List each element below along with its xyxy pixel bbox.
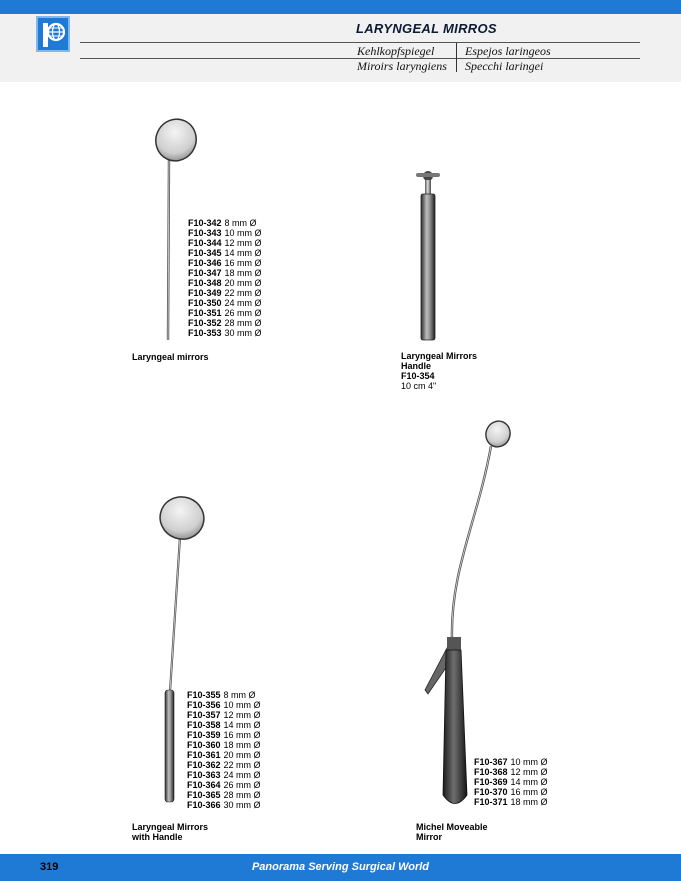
product-size: 22 mm Ø — [223, 760, 261, 770]
spec-row — [188, 278, 262, 288]
product-size: 16 mm Ø — [510, 787, 548, 797]
product-size: 26 mm Ø — [224, 308, 262, 318]
spec-row — [187, 720, 261, 730]
page-title: LARYNGEAL MIRROS — [356, 21, 497, 36]
spec-row — [187, 690, 261, 700]
product-size: 12 mm Ø — [510, 767, 548, 777]
product-size: 14 mm Ø — [223, 720, 261, 730]
product-code: F10-363 — [187, 770, 221, 780]
product-size: 14 mm Ø — [510, 777, 548, 787]
product-size: 24 mm Ø — [224, 298, 262, 308]
spec-row — [474, 777, 548, 787]
product-code: F10-352 — [188, 318, 222, 328]
caption-laryngeal-mirrors — [132, 352, 209, 362]
product-size: 10 cm 4" — [401, 381, 437, 391]
product-code: F10-371 — [474, 797, 508, 807]
spec-row — [188, 258, 262, 268]
product-size: 8 mm Ø — [223, 690, 256, 700]
product-code: F10-367 — [474, 757, 508, 767]
spec-row — [188, 228, 262, 238]
product-code: F10-370 — [474, 787, 508, 797]
spec-row — [187, 730, 261, 740]
product-code: F10-366 — [187, 800, 221, 810]
product-code: F10-364 — [187, 780, 221, 790]
product-code: F10-342 — [188, 218, 222, 228]
caption-title: Michel Moveable — [416, 822, 488, 832]
mirror-handle-illustration — [416, 171, 440, 340]
product-size: 24 mm Ø — [223, 770, 261, 780]
spec-row — [187, 790, 261, 800]
product-code: F10-345 — [188, 248, 222, 258]
spec-row — [188, 268, 262, 278]
spec-row — [188, 238, 262, 248]
caption-subtitle: with Handle — [132, 832, 183, 842]
caption-subtitle: Handle — [401, 361, 432, 371]
spec-row — [188, 288, 262, 298]
product-code: F10-343 — [188, 228, 222, 238]
product-size: 12 mm Ø — [223, 710, 261, 720]
laryngeal-mirrors-spec-list — [188, 218, 262, 338]
product-code: F10-346 — [188, 258, 222, 268]
product-code: F10-356 — [187, 700, 221, 710]
caption-title: Laryngeal Mirrors — [132, 822, 209, 832]
product-code: F10-361 — [187, 750, 221, 760]
subtitle-italian: Specchi laringei — [465, 59, 544, 73]
caption-mirrors-with-handle — [132, 822, 208, 842]
product-code: F10-359 — [187, 730, 221, 740]
product-size: 10 mm Ø — [224, 228, 262, 238]
caption-subtitle: Mirror — [416, 832, 443, 842]
spec-row — [188, 218, 262, 228]
spec-row — [474, 767, 548, 777]
spec-row — [187, 760, 261, 770]
product-code: F10-362 — [187, 760, 221, 770]
product-code: F10-354 — [401, 371, 435, 381]
product-size: 10 mm Ø — [510, 757, 548, 767]
product-size: 30 mm Ø — [224, 328, 262, 338]
product-size: 20 mm Ø — [224, 278, 262, 288]
product-code: F10-355 — [187, 690, 221, 700]
product-code: F10-369 — [474, 777, 508, 787]
spec-row — [187, 770, 261, 780]
product-size: 18 mm Ø — [224, 268, 262, 278]
spec-row — [188, 318, 262, 328]
product-size: 28 mm Ø — [223, 790, 261, 800]
product-size: 10 mm Ø — [223, 700, 261, 710]
spec-row — [474, 797, 548, 807]
spec-row — [187, 710, 261, 720]
spec-row — [188, 308, 262, 318]
spec-row — [188, 248, 262, 258]
product-size: 18 mm Ø — [510, 797, 548, 807]
footer-tagline: Panorama Serving Surgical World — [251, 861, 430, 873]
spec-row — [474, 757, 548, 767]
product-code: F10-360 — [187, 740, 221, 750]
product-size: 8 mm Ø — [224, 218, 257, 228]
caption-michel-mirror — [416, 822, 488, 842]
page-number: 319 — [40, 861, 59, 873]
subtitle-german: Kehlkopfspiegel — [357, 44, 435, 58]
spec-row — [187, 780, 261, 790]
caption-title: Laryngeal mirrors — [132, 352, 209, 362]
product-size: 16 mm Ø — [223, 730, 261, 740]
product-size: 16 mm Ø — [224, 258, 262, 268]
product-code: F10-353 — [188, 328, 222, 338]
product-size: 26 mm Ø — [223, 780, 261, 790]
product-code: F10-348 — [188, 278, 222, 288]
spec-row — [188, 298, 262, 308]
caption-mirror-handle — [401, 351, 477, 391]
product-code: F10-358 — [187, 720, 221, 730]
product-code: F10-365 — [187, 790, 221, 800]
product-code: F10-357 — [187, 710, 221, 720]
subtitle-french: Miroirs laryngiens — [357, 59, 447, 73]
product-size: 28 mm Ø — [224, 318, 262, 328]
product-size: 18 mm Ø — [223, 740, 261, 750]
product-size: 22 mm Ø — [224, 288, 262, 298]
product-size: 14 mm Ø — [224, 248, 262, 258]
spec-row — [187, 740, 261, 750]
spec-row — [188, 328, 262, 338]
mirrors-with-handle-spec-list — [187, 690, 261, 810]
spec-row — [187, 750, 261, 760]
product-code: F10-368 — [474, 767, 508, 777]
product-size: 12 mm Ø — [224, 238, 262, 248]
product-size: 30 mm Ø — [223, 800, 261, 810]
product-code: F10-351 — [188, 308, 222, 318]
spec-row — [187, 800, 261, 810]
subtitle-spanish: Espejos laringeos — [465, 44, 551, 58]
product-code: F10-347 — [188, 268, 222, 278]
product-code: F10-344 — [188, 238, 222, 248]
spec-row — [474, 787, 548, 797]
product-code: F10-350 — [188, 298, 222, 308]
caption-title: Laryngeal Mirrors — [401, 351, 478, 361]
spec-row — [187, 700, 261, 710]
product-size: 20 mm Ø — [223, 750, 261, 760]
michel-mirror-illustration — [425, 418, 514, 804]
product-code: F10-349 — [188, 288, 222, 298]
michel-mirror-spec-list — [474, 757, 548, 807]
